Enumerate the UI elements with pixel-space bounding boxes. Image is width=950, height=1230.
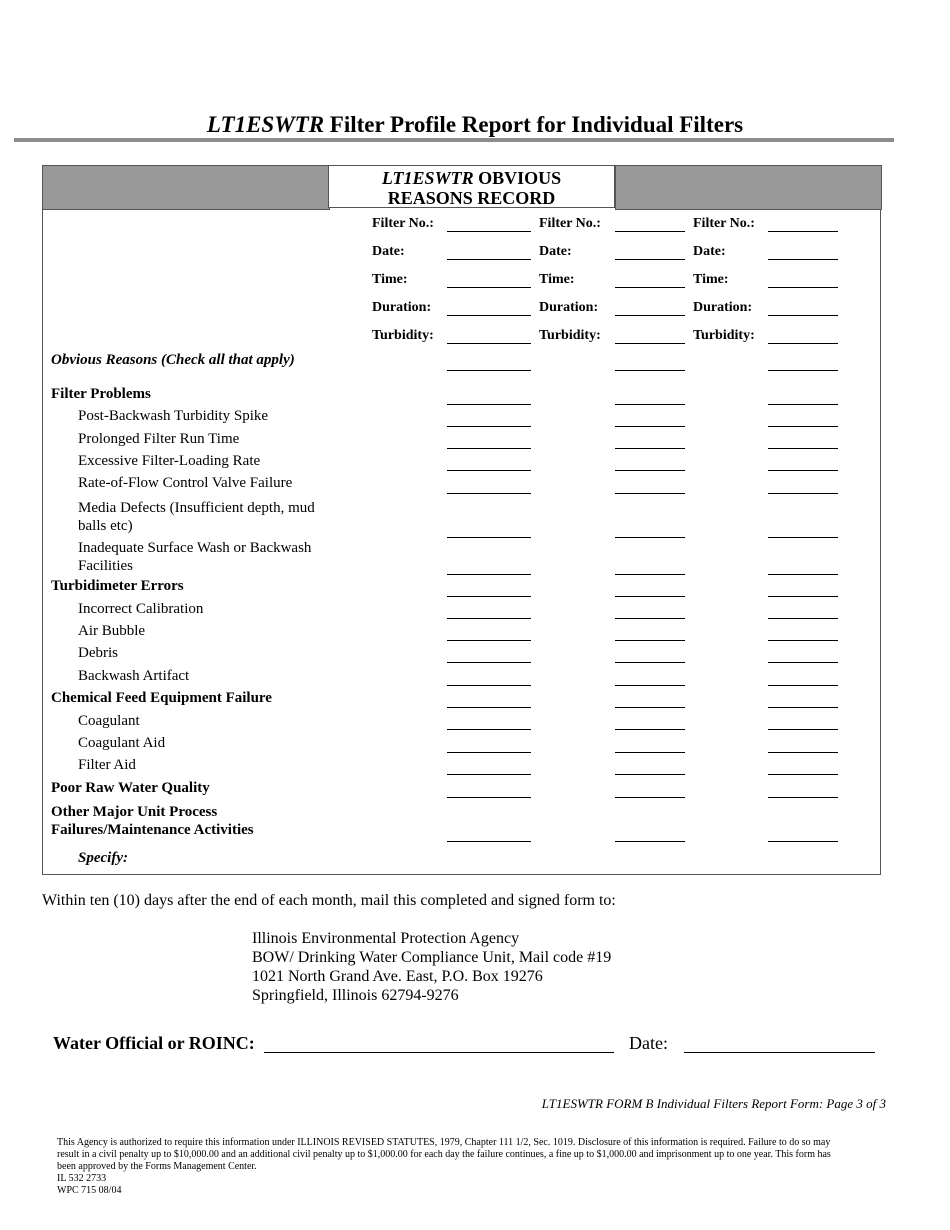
filter-1-duration-label: Duration:	[372, 300, 432, 315]
reason-item: Coagulant	[78, 713, 140, 729]
reason-check-field[interactable]	[768, 729, 838, 730]
reasons-heading: Obvious Reasons (Check all that apply)	[51, 352, 295, 368]
title-italic: LT1ESWTR	[206, 112, 325, 137]
reason-check-field[interactable]	[768, 448, 838, 449]
legal-line: result in a civil penalty up to $10,000.00 and an additional civil penalty up to $1,000.00 for each day the failure continues, a fine up to $1,000.00 and imprisonment up to one year. This form has	[57, 1149, 831, 1160]
reason-check-field[interactable]	[615, 493, 685, 494]
filter-3-turbidity-field[interactable]	[768, 343, 838, 344]
reason-check-field[interactable]	[447, 797, 531, 798]
filter-3-duration-label: Duration:	[693, 300, 753, 315]
reason-check-field[interactable]	[768, 404, 838, 405]
legal-line: This Agency is authorized to require this information under ILLINOIS REVISED STATUTES, 1979, Chapter 111 1/2, Sec. 1019. Disclosure of this information is required. Failure to do so may	[57, 1137, 831, 1148]
reason-check-field[interactable]	[768, 774, 838, 775]
filter-2-date-field[interactable]	[615, 259, 685, 260]
reason-category: Poor Raw Water Quality	[51, 780, 210, 796]
reason-check-field[interactable]	[447, 640, 531, 641]
reason-item: Air Bubble	[78, 623, 146, 639]
mail-instructions: Within ten (10) days after the end of each month, mail this completed and signed form to:	[42, 892, 616, 909]
reason-check-field[interactable]	[615, 618, 685, 619]
filter-3-date-label: Date:	[693, 244, 726, 259]
reason-check-field[interactable]	[768, 426, 838, 427]
signature-field[interactable]	[264, 1052, 614, 1053]
reason-check-field[interactable]	[615, 448, 685, 449]
filter-3-duration-field[interactable]	[768, 315, 838, 316]
reason-check-field[interactable]	[447, 404, 531, 405]
reason-item: Specify:	[78, 850, 128, 866]
reason-check-field[interactable]	[447, 470, 531, 471]
legal-line: WPC 715 08/04	[57, 1185, 122, 1196]
reason-item: Backwash Artifact	[78, 668, 190, 684]
reason-check-field[interactable]	[447, 370, 531, 371]
filter-2-turbidity-field[interactable]	[615, 343, 685, 344]
reason-check-field[interactable]	[447, 729, 531, 730]
reason-check-field[interactable]	[615, 596, 685, 597]
reason-check-field[interactable]	[447, 618, 531, 619]
filter-3-turbidity-label: Turbidity:	[693, 328, 755, 343]
legal-line: IL 532 2733	[57, 1173, 107, 1184]
reason-check-field[interactable]	[768, 640, 838, 641]
signature-date-field[interactable]	[684, 1052, 875, 1053]
filter-2-duration-field[interactable]	[615, 315, 685, 316]
header-italic: LT1ESWTR	[381, 168, 474, 188]
form-identifier: LT1ESWTR FORM B Individual Filters Report Form: Page 3 of 3	[541, 1096, 886, 1111]
reason-item: Coagulant Aid	[78, 735, 166, 751]
filter-2-date-label: Date:	[539, 244, 572, 259]
header-line1: OBVIOUS	[473, 168, 562, 188]
reason-item: Media Defects (Insufficient depth, mud balls etc)	[78, 500, 315, 534]
reason-category: Chemical Feed Equipment Failure	[51, 690, 272, 706]
reason-check-field[interactable]	[615, 370, 685, 371]
reason-check-field[interactable]	[615, 729, 685, 730]
reason-item: Incorrect Calibration	[78, 601, 204, 617]
reason-item: Rate-of-Flow Control Valve Failure	[78, 475, 293, 491]
reason-category: Other Major Unit Process Failures/Maintenance Activities	[51, 804, 254, 838]
reason-category: Turbidimeter Errors	[51, 578, 184, 594]
reason-check-field[interactable]	[615, 404, 685, 405]
filter-2-filter-no-label: Filter No.:	[539, 216, 601, 231]
reason-item: Prolonged Filter Run Time	[78, 431, 240, 447]
reason-check-field[interactable]	[615, 662, 685, 663]
reason-check-field[interactable]	[615, 640, 685, 641]
signature-date-label: Date:	[629, 1033, 668, 1053]
filter-1-turbidity-label: Turbidity:	[372, 328, 434, 343]
legal-line: been approved by the Forms Management Center.	[57, 1161, 257, 1172]
reason-check-field[interactable]	[615, 574, 685, 575]
reason-item: Inadequate Surface Wash or Backwash Facilities	[78, 540, 312, 574]
reason-check-field[interactable]	[615, 797, 685, 798]
reason-check-field[interactable]	[447, 426, 531, 427]
filter-3-time-field[interactable]	[768, 287, 838, 288]
reason-check-field[interactable]	[768, 707, 838, 708]
filter-1-filter-no-field[interactable]	[447, 231, 531, 232]
filter-2-duration-label: Duration:	[539, 300, 599, 315]
reason-check-field[interactable]	[615, 774, 685, 775]
reason-check-field[interactable]	[768, 493, 838, 494]
reason-category: Filter Problems	[51, 386, 151, 402]
reason-check-field[interactable]	[447, 841, 531, 842]
header-shade-left	[42, 165, 330, 210]
address-line: Illinois Environmental Protection Agency	[252, 930, 520, 947]
filter-1-time-field[interactable]	[447, 287, 531, 288]
page-title	[0, 112, 950, 138]
address-line: 1021 North Grand Ave. East, P.O. Box 19276	[252, 968, 543, 985]
filter-2-time-label: Time:	[539, 272, 575, 287]
reason-check-field[interactable]	[615, 470, 685, 471]
reason-item: Excessive Filter-Loading Rate	[78, 453, 261, 469]
reason-check-field[interactable]	[768, 537, 838, 538]
reason-check-field[interactable]	[768, 470, 838, 471]
filter-3-time-label: Time:	[693, 272, 729, 287]
reason-check-field[interactable]	[768, 618, 838, 619]
reason-check-field[interactable]	[768, 752, 838, 753]
reason-check-field[interactable]	[447, 774, 531, 775]
reason-check-field[interactable]	[768, 797, 838, 798]
reason-item: Post-Backwash Turbidity Spike	[78, 408, 269, 424]
reason-check-field[interactable]	[768, 574, 838, 575]
reason-check-field[interactable]	[615, 537, 685, 538]
reason-check-field[interactable]	[615, 707, 685, 708]
reason-check-field[interactable]	[615, 752, 685, 753]
header-line2: REASONS RECORD	[387, 188, 556, 208]
reason-check-field[interactable]	[768, 370, 838, 371]
reason-check-field[interactable]	[615, 841, 685, 842]
filter-2-turbidity-label: Turbidity:	[539, 328, 601, 343]
address-line: Springfield, Illinois 62794-9276	[252, 987, 459, 1004]
filter-1-date-label: Date:	[372, 244, 405, 259]
reason-check-field[interactable]	[447, 448, 531, 449]
filter-3-date-field[interactable]	[768, 259, 838, 260]
filter-1-duration-field[interactable]	[447, 315, 531, 316]
reason-check-field[interactable]	[768, 662, 838, 663]
filter-3-filter-no-field[interactable]	[768, 231, 838, 232]
table-header	[328, 165, 615, 208]
legal-notice	[57, 1137, 907, 1197]
title-divider	[14, 138, 894, 142]
reason-check-field[interactable]	[768, 685, 838, 686]
reason-check-field[interactable]	[447, 596, 531, 597]
reason-check-field[interactable]	[768, 596, 838, 597]
reason-check-field[interactable]	[447, 574, 531, 575]
reason-check-field[interactable]	[447, 662, 531, 663]
filter-1-time-label: Time:	[372, 272, 408, 287]
address-line: BOW/ Drinking Water Compliance Unit, Mail code #19	[252, 949, 612, 966]
reason-check-field[interactable]	[447, 707, 531, 708]
reason-check-field[interactable]	[447, 752, 531, 753]
reason-check-field[interactable]	[447, 493, 531, 494]
reason-item: Debris	[78, 645, 118, 661]
header-shade-right	[615, 165, 882, 210]
title-rest: Filter Profile Report for Individual Filters	[324, 112, 744, 137]
filter-1-date-field[interactable]	[447, 259, 531, 260]
reason-item: Filter Aid	[78, 757, 136, 773]
reason-check-field[interactable]	[447, 685, 531, 686]
reason-check-field[interactable]	[447, 537, 531, 538]
filter-3-filter-no-label: Filter No.:	[693, 216, 755, 231]
signature-label: Water Official or ROINC:	[53, 1033, 255, 1053]
reason-check-field[interactable]	[615, 426, 685, 427]
reason-check-field[interactable]	[615, 685, 685, 686]
filter-1-filter-no-label: Filter No.:	[372, 216, 434, 231]
filter-1-turbidity-field[interactable]	[447, 343, 531, 344]
reason-check-field[interactable]	[768, 841, 838, 842]
mailing-address	[252, 929, 611, 1005]
filter-2-filter-no-field[interactable]	[615, 231, 685, 232]
filter-2-time-field[interactable]	[615, 287, 685, 288]
